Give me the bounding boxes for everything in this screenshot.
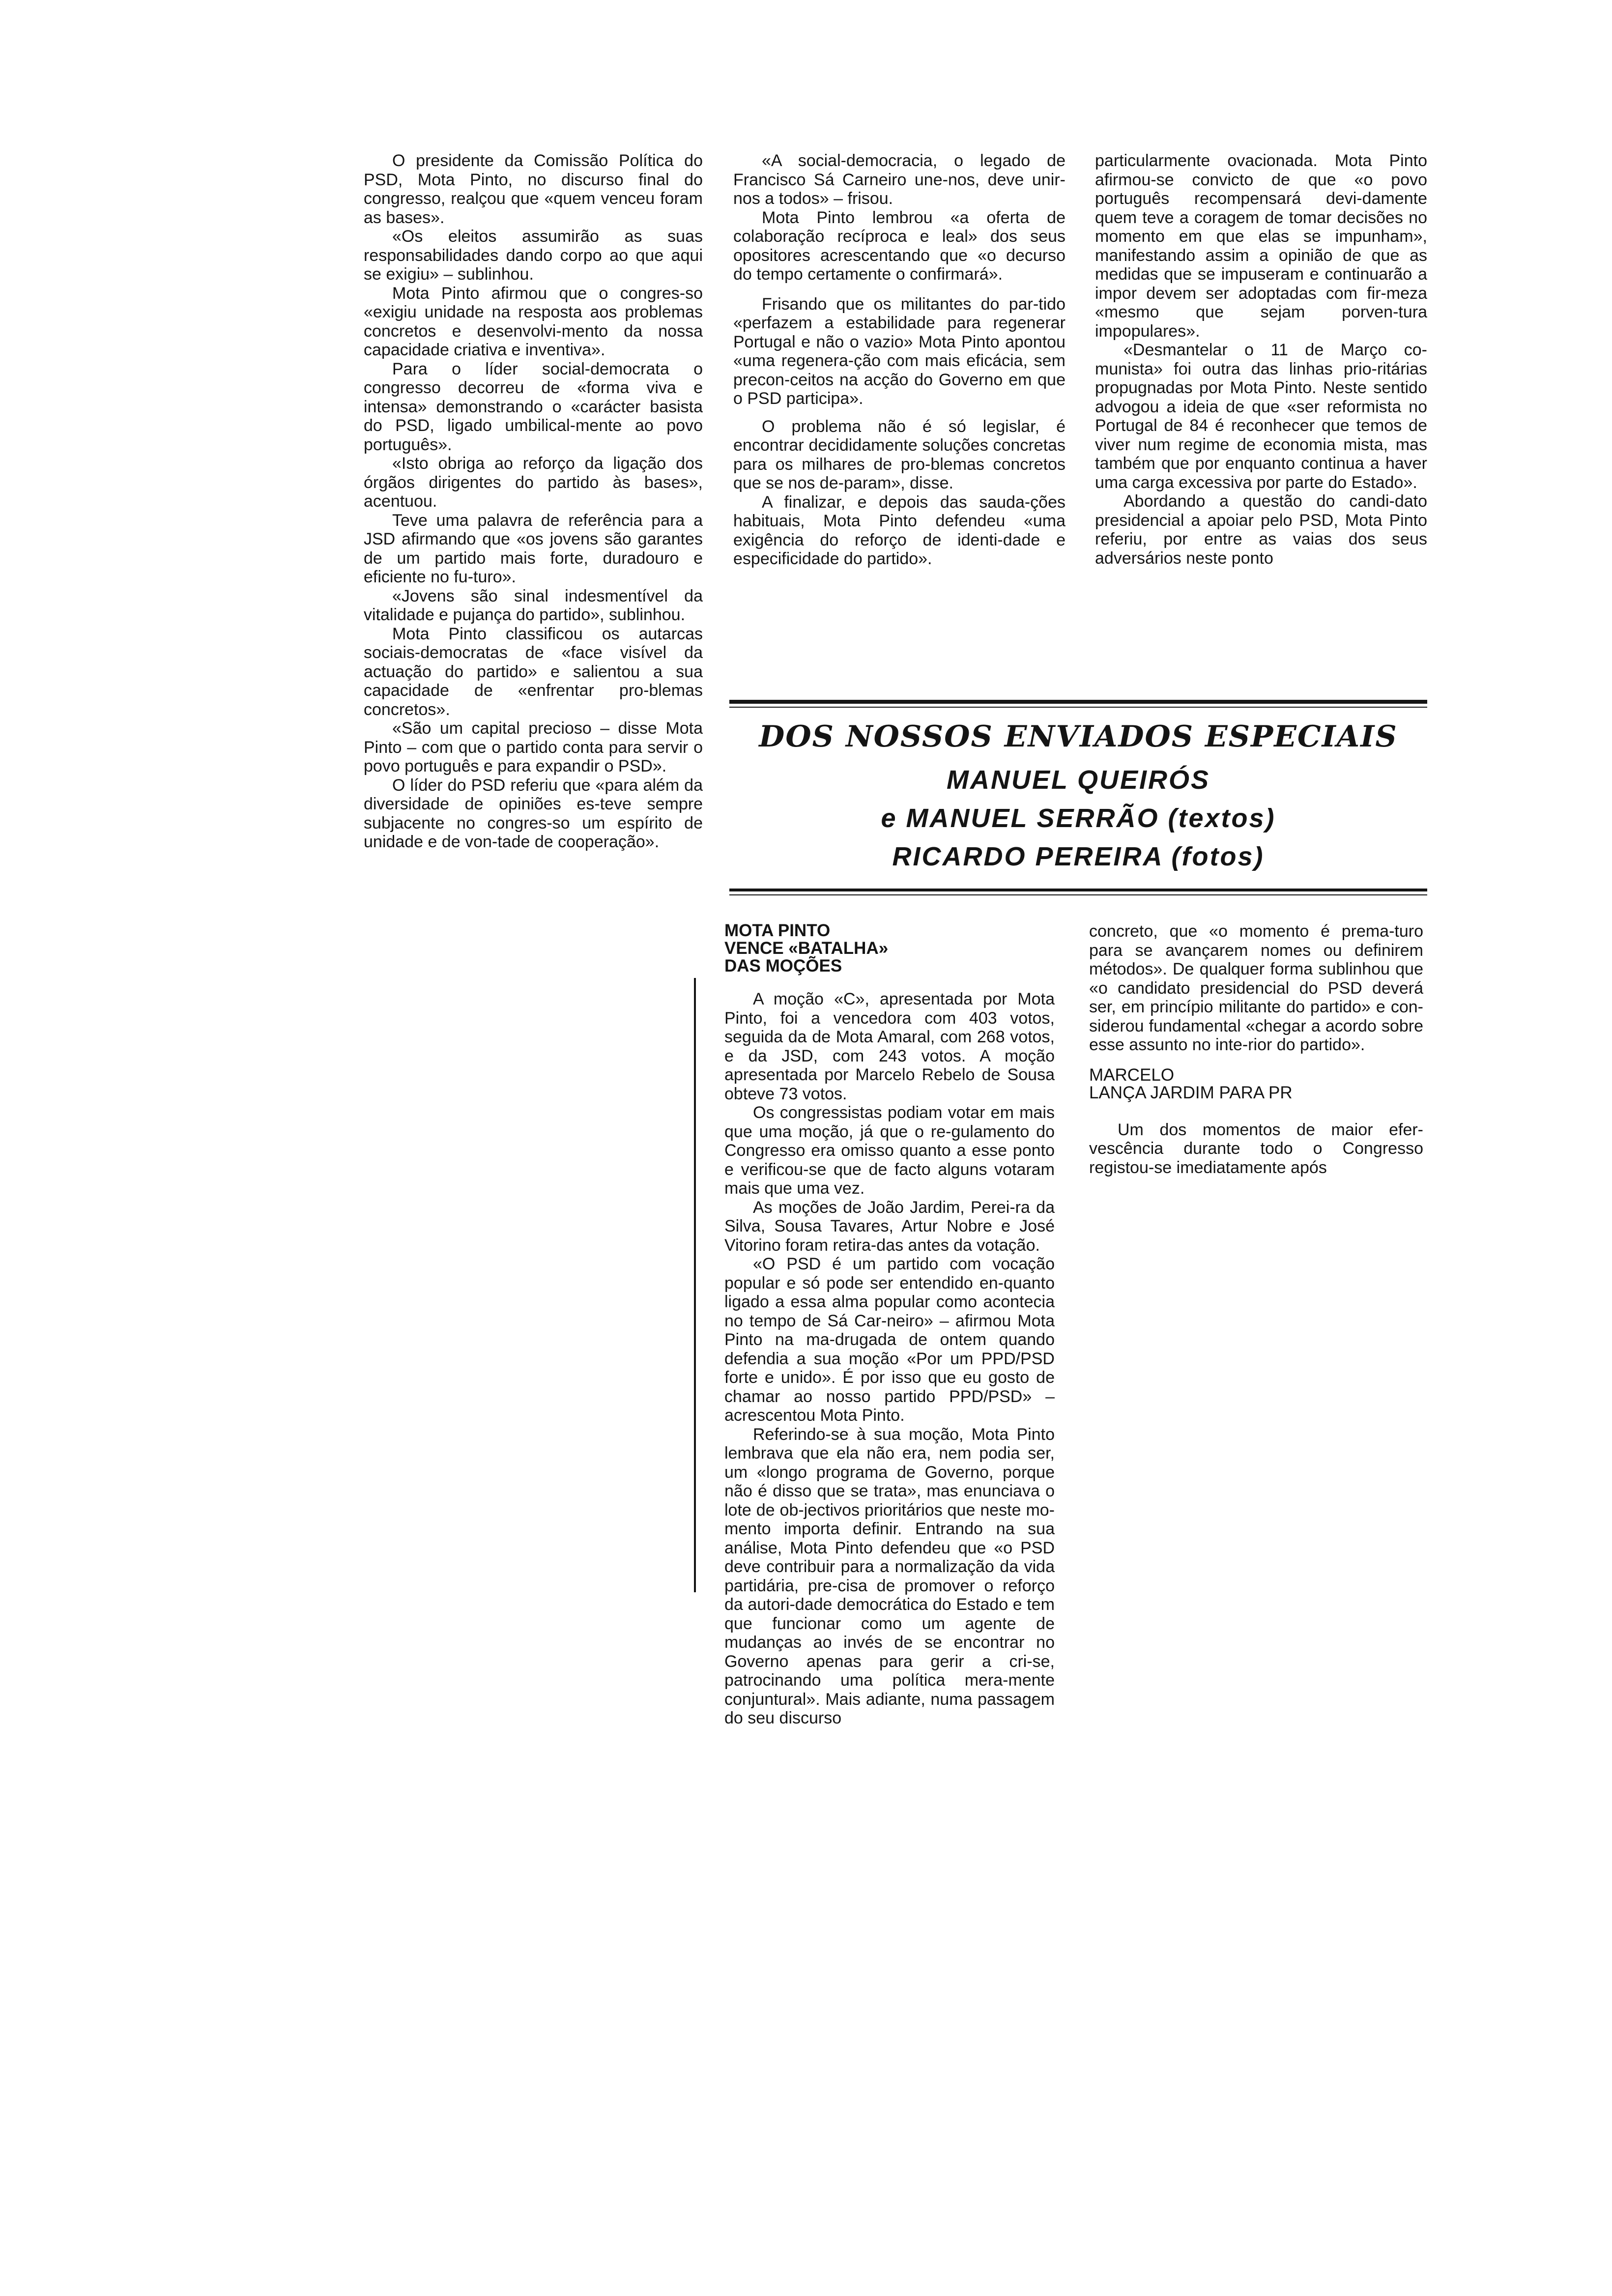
paragraph: Frisando que os militantes do par-tido «perfazem a estabilidade para regenerar Portugal e não o vazio» Mota Pinto apontou «uma regenera-ção com mais eficácia, sem precon-ceitos na acção do Governo em que o PSD participa».: [733, 294, 1065, 408]
headline-line: MOTA PINTO: [724, 921, 831, 940]
paragraph: «Os eleitos assumirão as suas responsabilidades dando corpo ao que aqui se exigiu» – sublinhou.: [364, 227, 703, 284]
paragraph: Mota Pinto classificou os autarcas sociais-democratas de «face visível da actuação do partido» e salientou a sua capacidade de «enfrentar pro-blemas concretos».: [364, 624, 703, 719]
article-column-5: [1089, 922, 1423, 1177]
headline-line: MARCELO: [1089, 1065, 1175, 1085]
paragraph: A moção «C», apresentada por Mota Pinto, foi a vencedora com 403 votos, seguida da de Mota Amaral, com 268 votos, e da JSD, com 243 votos. A moção apresentada por Marcelo Rebelo de Sousa obteve 73 votos.: [724, 990, 1055, 1103]
paragraph: concreto, que «o momento é prema-turo para se avançarem nomes ou definirem métodos». De qualquer forma sublinhou que «o candidato presidencial do PSD deverá ser, em princípio militante do partido» e con-siderou fundamental «chegar a acordo sobre esse assunto no inte-rior do partido».: [1089, 922, 1423, 1054]
section-headline-marcelo: [1089, 1066, 1423, 1102]
article-column-1: [364, 151, 703, 852]
article-column-4: [724, 922, 1055, 1728]
paragraph: Para o líder social-democrata o congresso decorreu de «forma viva e intensa» demonstrando o «carácter basista do PSD, ligado umbilical-mente ao povo português».: [364, 359, 703, 454]
headline-line: VENCE «BATALHA»: [724, 939, 889, 958]
paragraph: A finalizar, e depois das sauda-ções habituais, Mota Pinto defendeu «uma exigência do reforço de identi-dade e especificidade do partido».: [733, 492, 1065, 568]
paragraph: «A social-democracia, o legado de Francisco Sá Carneiro une-nos, deve unir-nos a todos» – frisou.: [733, 151, 1065, 208]
paragraph: Abordando a questão do candi-dato presidencial a apoiar pelo PSD, Mota Pinto referiu, por entre as vaias dos seus adversários neste ponto: [1095, 492, 1427, 568]
paragraph: Teve uma palavra de referência para a JSD afirmando que «os jovens são garantes de um partido mais forte, duradouro e eficiente no fu-turo».: [364, 511, 703, 586]
paragraph: «Isto obriga ao reforço da ligação dos órgãos dirigentes do partido às bases», acentuou.: [364, 454, 703, 511]
article-column-2: [733, 151, 1065, 569]
paragraph: «O PSD é um partido com vocação popular e só pode ser entendido en-quanto ligado a essa alma popular como acontecia no tempo de Sá Car-neiro» – afirmou Mota Pinto na ma-drugada de ontem quando defendia a sua moção «Por um PPD/PSD forte e unido». É por isso que eu gosto de chamar ao nosso partido PPD/PSD» – acrescentou Mota Pinto.: [724, 1255, 1055, 1425]
banner-top-rule-thin: [729, 707, 1427, 708]
paragraph: O problema não é só legislar, é encontrar decididamente soluções concretas para os milhares de pro-blemas concretos que se nos de-param», disse.: [733, 417, 1065, 492]
headline-line: DAS MOÇÕES: [724, 956, 842, 976]
banner-author-2: e MANUEL SERRÃO (textos): [881, 804, 1276, 833]
banner-title: DOS NOSSOS ENVIADOS ESPECIAIS: [759, 719, 1398, 754]
paragraph: Referindo-se à sua moção, Mota Pinto lembrava que ela não era, nem podia ser, um «longo programa de Governo, porque não é disso que se trata», mas enunciava o lote de ob-jectivos prioritários que neste mo-mento importa definir. Entrando na sua análise, Mota Pinto defendeu que «o PSD deve contribuir para a normalização da vida partidária, pre-cisa de promover o reforço da autori-dade democrática do Estado e tem que funcionar como um agente de mudanças ao invés de se encontrar no Governo apenas para gerir a cri-se, patrocinando uma política mera-mente conjuntural». Mais adiante, numa passagem do seu discurso: [724, 1425, 1055, 1727]
banner-author-3: RICARDO PEREIRA (fotos): [892, 842, 1265, 871]
headline-line: LANÇA JARDIM PARA PR: [1089, 1083, 1293, 1102]
paragraph: O líder do PSD referiu que «para além da diversidade de opiniões es-teve sempre subjacente no congres-so um espírito de unidade e de von-tade de cooperação».: [364, 775, 703, 851]
banner-bottom-rule-thin: [729, 894, 1427, 895]
banner-author-1: MANUEL QUEIRÓS: [946, 765, 1210, 795]
paragraph: Mota Pinto lembrou «a oferta de colaboração recíproca e leal» dos seus opositores acrescentando que «o decurso do tempo certamente o confirmará».: [733, 208, 1065, 284]
column-divider: [694, 978, 696, 1592]
paragraph: Mota Pinto afirmou que o congres-so «exigiu unidade na resposta aos problemas concretos e desenvolvi-mento da nossa capacidade criativa e inventiva».: [364, 284, 703, 359]
paragraph: O presidente da Comissão Política do PSD, Mota Pinto, no discurso final do congresso, realçou que «quem venceu foram as bases».: [364, 151, 703, 227]
paragraph: «São um capital precioso – disse Mota Pinto – com que o partido conta para servir o povo português e para expandir o PSD».: [364, 719, 703, 775]
paragraph: «Jovens são sinal indesmentível da vitalidade e pujança do partido», sublinhou.: [364, 586, 703, 624]
paragraph: As moções de João Jardim, Perei-ra da Silva, Sousa Tavares, Artur Nobre e José Vitorino foram retira-das antes da votação.: [724, 1198, 1055, 1255]
banner-top-rule: [729, 700, 1427, 704]
paragraph: Os congressistas podiam votar em mais que uma moção, já que o re-gulamento do Congresso era omisso quanto a esse ponto e verificou-se que de facto alguns votaram mais que uma vez.: [724, 1103, 1055, 1198]
paragraph: particularmente ovacionada. Mota Pinto afirmou-se convicto de que «o povo português recompensará devi-damente quem teve a coragem de tomar decisões no momento em que elas se impunham», manifestando assim a opinião de que as medidas que se impuseram e continuarão a impor devem ser adoptadas com fir-meza «mesmo que sejam porven-tura impopulares».: [1095, 151, 1427, 341]
paragraph: «Desmantelar o 11 de Março co-munista» foi outra das linhas prio-ritárias propugnadas por Mota Pinto. Neste sentido advogou a ideia de que «ser reformista no Portugal de 84 é reconhecer que temos de viver num regime de economia mista, mas também que por enquanto continua a haver uma carga excessiva por parte do Estado».: [1095, 341, 1427, 492]
paragraph: Um dos momentos de maior efer-vescência durante todo o Congresso registou-se imediatamente após: [1089, 1120, 1423, 1177]
article-column-3: [1095, 151, 1427, 568]
banner-bottom-rule: [729, 889, 1427, 891]
section-headline-mota-pinto: [724, 922, 1055, 975]
